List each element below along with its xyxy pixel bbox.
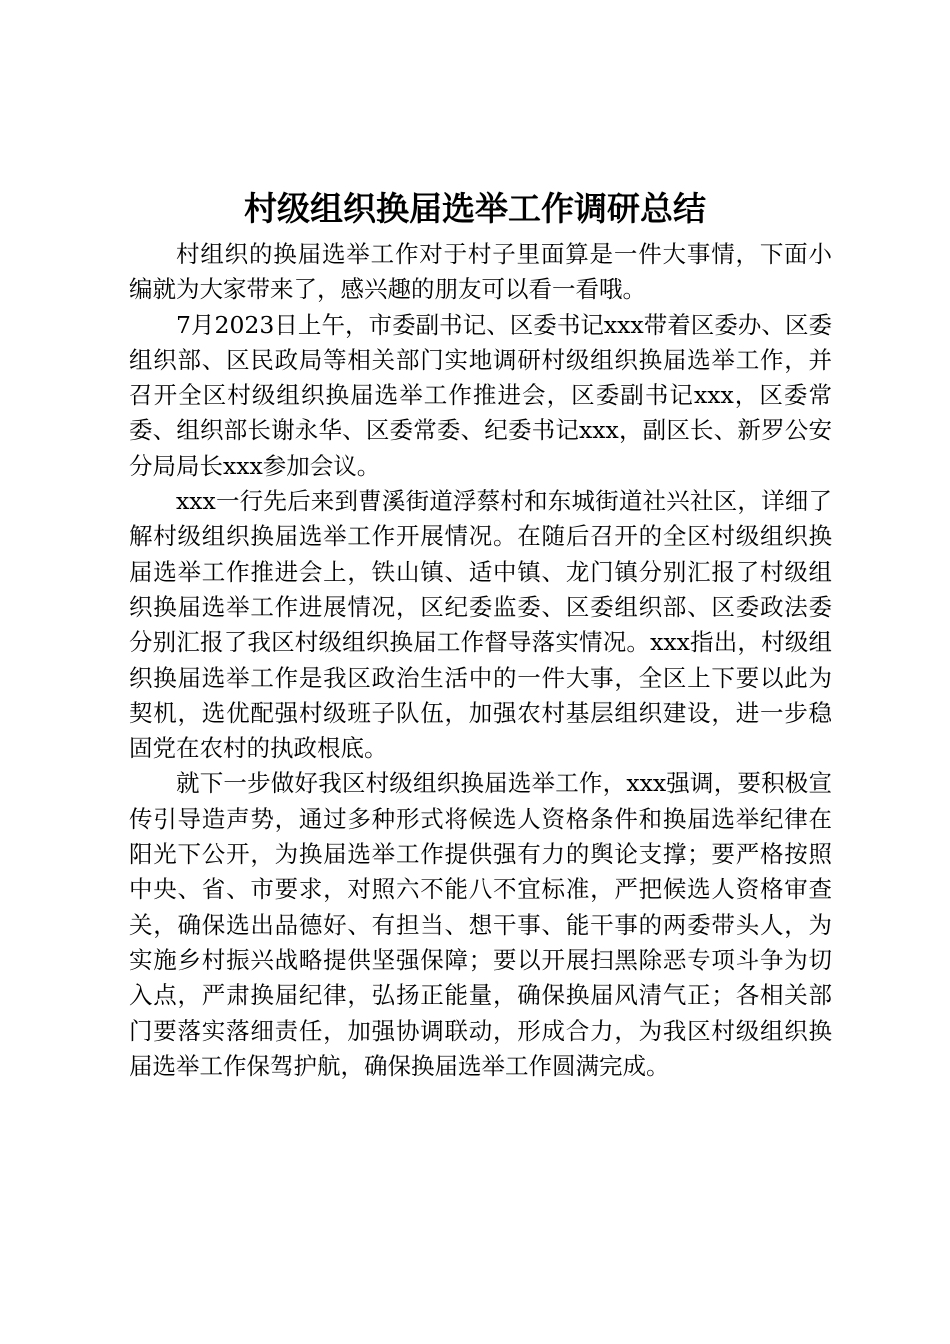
paragraph-inspection: xxx一行先后来到曹溪街道浮蔡村和东城街道社兴社区，详细了解村级组织换届选举工作开展情况。在随后召开的全区村级组织换届选举工作推进会上，铁山镇、适中镇、龙门镇分别汇报了村级组织换届选举工作进展情况，区纪委监委、区委组织部、区委政法委分别汇报了我区村级组织换届工作督导落实情况。xxx指出，村级组织换届选举工作是我区政治生活中的一件大事，全区上下要以此为契机，选优配强村级班子队伍，加强农村基层组织建设，进一步稳固党在农村的执政根底。 bbox=[129, 487, 832, 763]
paragraph-requirements: 就下一步做好我区村级组织换届选举工作，xxx强调，要积极宣传引导造声势，通过多种形式将候选人资格条件和换届选举纪律在阳光下公开，为换届选举工作提供强有力的舆论支撑；要严格按照中央、省、市要求，对照六不能八不宜标准，严把候选人资格审查关，确保选出品德好、有担当、想干事、能干事的两委带头人，为实施乡村振兴战略提供坚强保障；要以开展扫黑除恶专项斗争为切入点，严肃换届纪律，弘扬正能量，确保换届风清气正；各相关部门要落实落细责任，加强协调联动，形成合力，为我区村级组织换届选举工作保驾护航，确保换届选举工作圆满完成。 bbox=[129, 769, 832, 1080]
document-body bbox=[129, 237, 832, 1084]
paragraph-meeting: 7月2023日上午，市委副书记、区委书记xxx带着区委办、区委组织部、区民政局等相关部门实地调研村级组织换届选举工作，并召开全区村级组织换届选举工作推进会，区委副书记xxx，区委常委、组织部长谢永华、区委常委、纪委书记xxx，副区长、新罗公安分局局长xxx参加会议。 bbox=[129, 310, 832, 480]
paragraph-intro: 村组织的换届选举工作对于村子里面算是一件大事情，下面小编就为大家带来了，感兴趣的朋友可以看一看哦。 bbox=[129, 240, 832, 304]
document-title: 村级组织换届选举工作调研总结 bbox=[244, 189, 706, 228]
